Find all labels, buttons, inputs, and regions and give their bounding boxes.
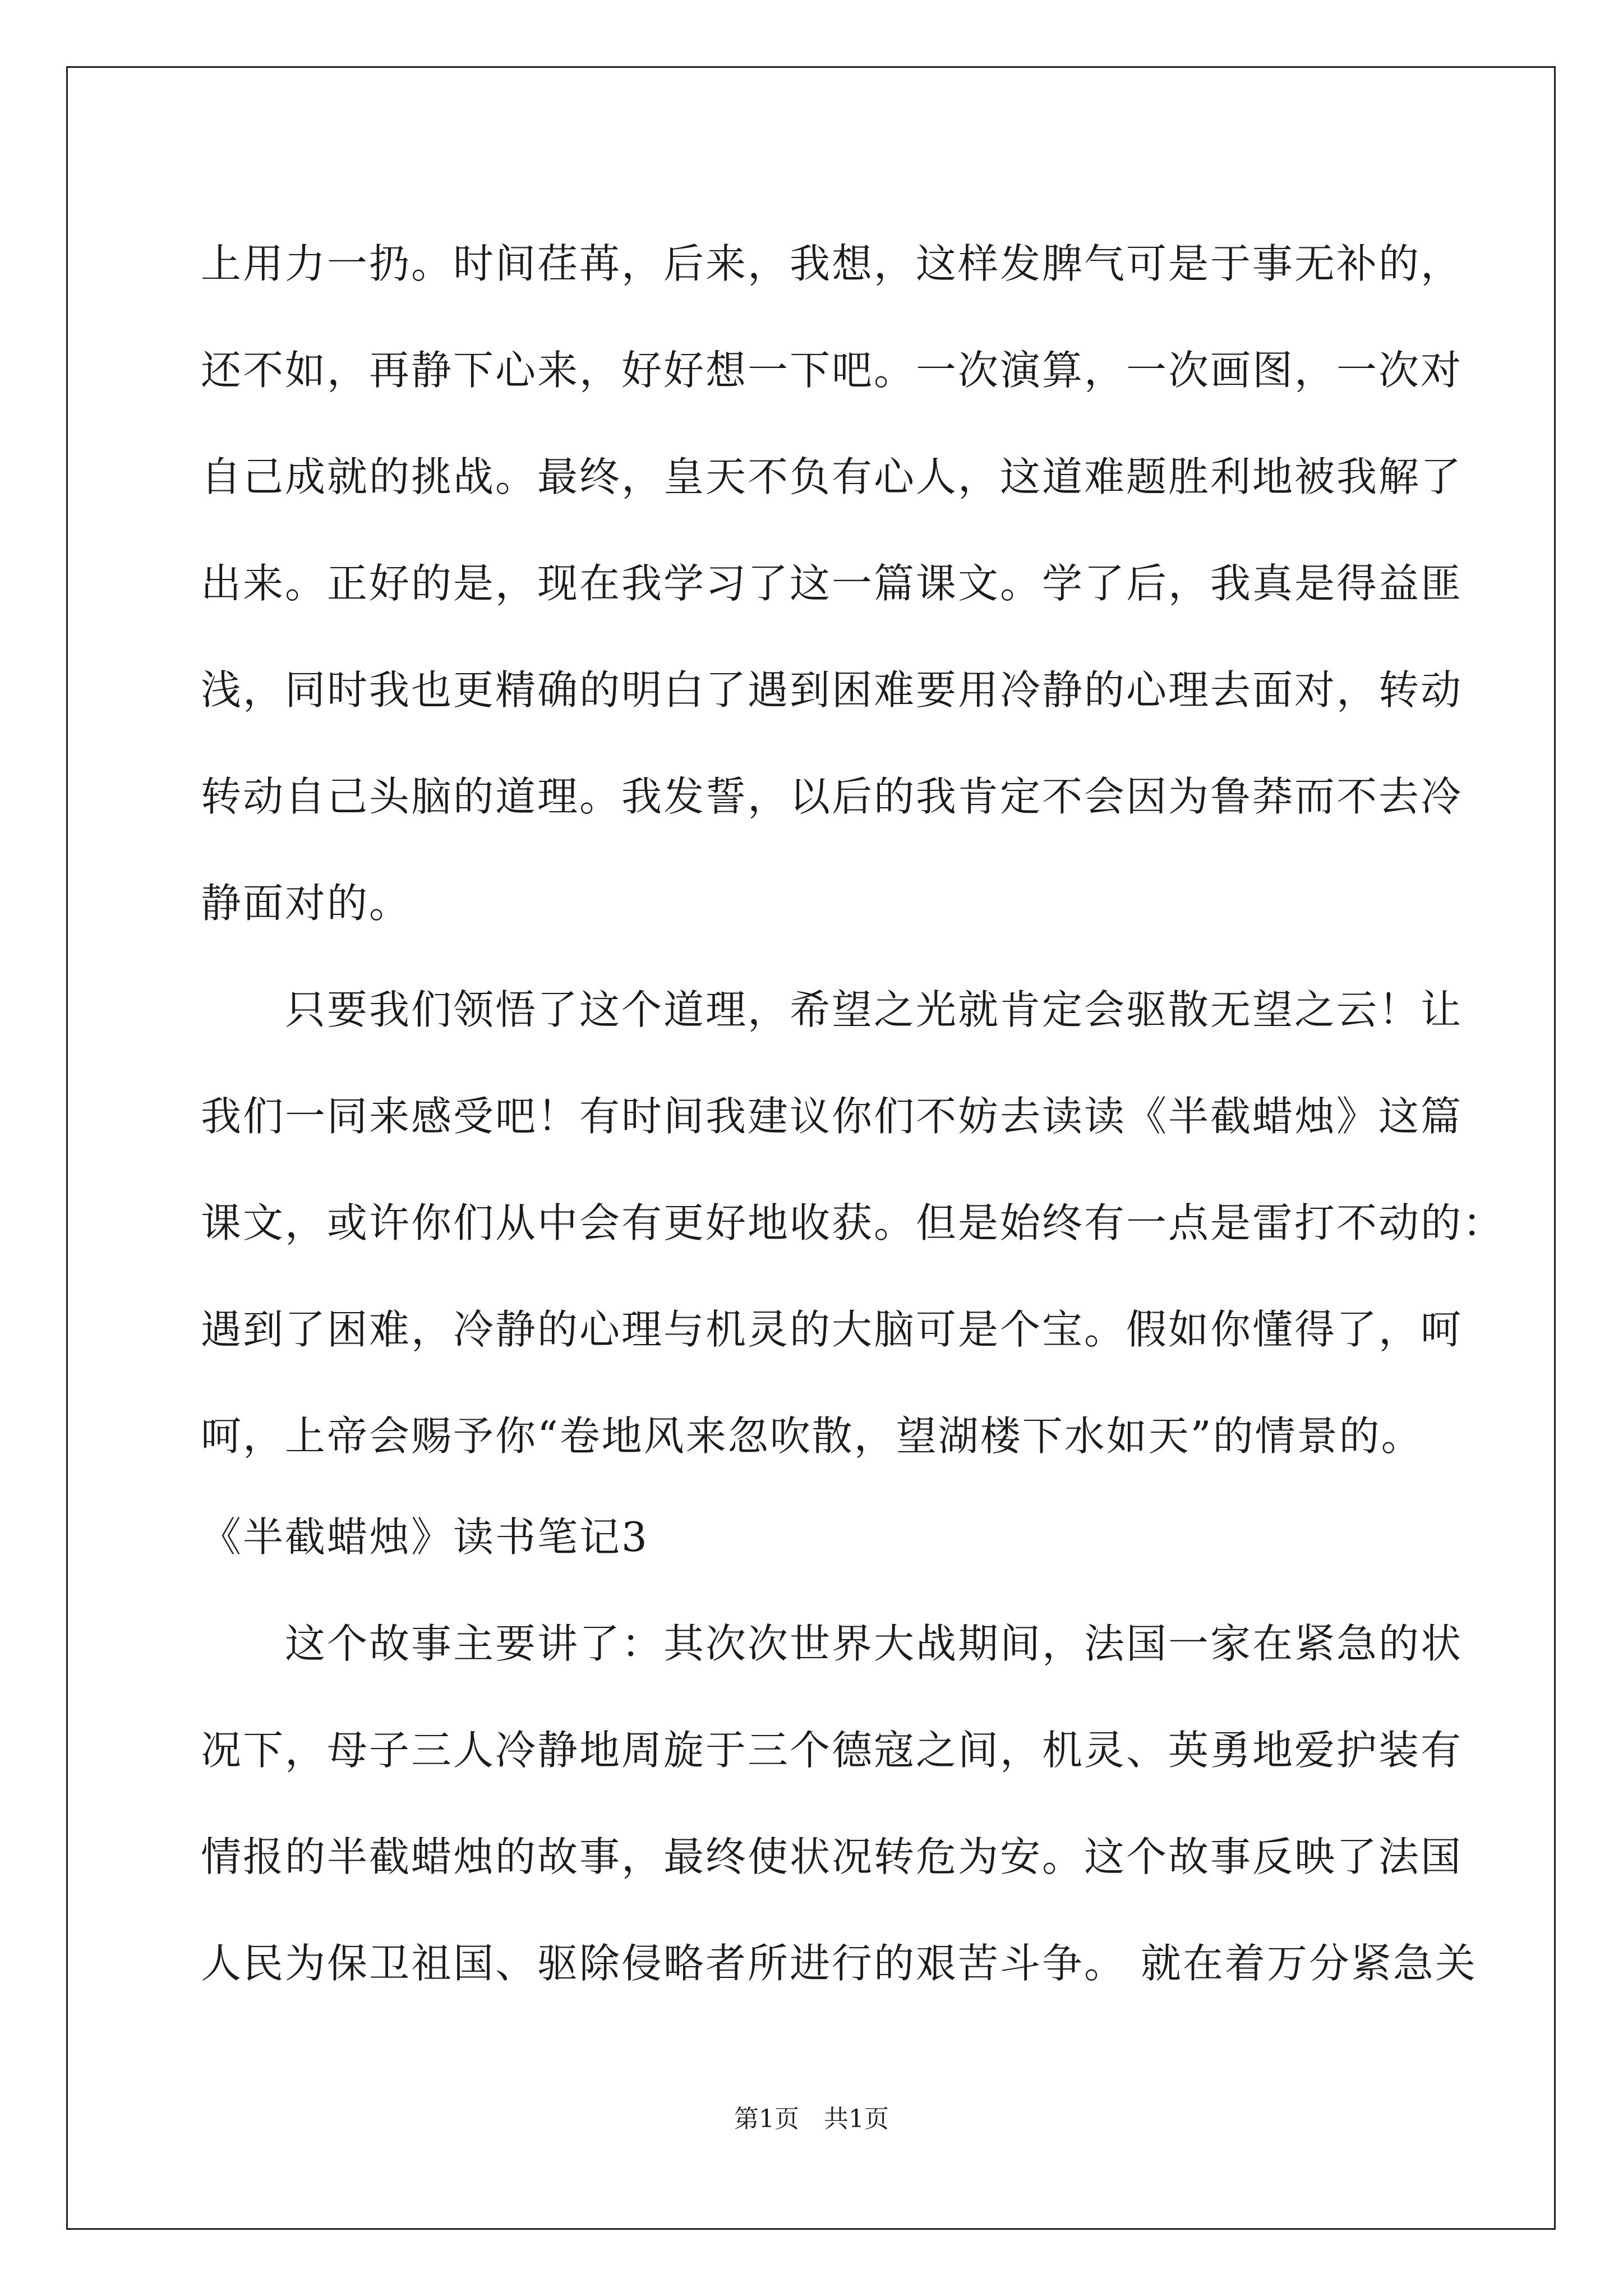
text-line: 呵，上帝会赐予你“卷地风来忽吹散，望湖楼下水如天”的情景的。 bbox=[201, 1412, 1423, 1460]
text-line: 还不如，再静下心来，好好想一下吧。一次演算，一次画图，一次对 bbox=[201, 347, 1463, 394]
text-line: 静面对的。 bbox=[201, 880, 412, 927]
text-line: 转动自己头脑的道理。我发誓，以后的我肯定不会因为鲁莽而不去冷 bbox=[201, 773, 1463, 820]
text-line: 课文，或许你们从中会有更好地收获。但是始终有一点是雷打不动的： bbox=[201, 1199, 1505, 1246]
text-line: 情报的半截蜡烛的故事，最终使状况转危为安。这个故事反映了法国 bbox=[201, 1833, 1463, 1880]
text-line: 浅，同时我也更精确的明白了遇到困难要用冷静的心理去面对，转动 bbox=[201, 666, 1463, 714]
text-line: 遇到了困难，冷静的心理与机灵的大脑可是个宝。假如你懂得了，呵 bbox=[201, 1306, 1463, 1353]
text-line: 人民为保卫祖国、驱除侵略者所进行的艰苦斗争。 就在着万分紧急关 bbox=[201, 1940, 1477, 1987]
page-footer: 第1页 共1页 bbox=[734, 2105, 889, 2133]
section-heading: 《半截蜡烛》读书笔记3 bbox=[201, 1513, 649, 1561]
text-line: 我们一同来感受吧！有时间我建议你们不妨去读读《半截蜡烛》这篇 bbox=[201, 1093, 1463, 1140]
text-line: 上用力一扔。时间荏苒，后来，我想，这样发脾气可是于事无补的， bbox=[201, 240, 1463, 287]
text-line: 出来。正好的是，现在我学习了这一篇课文。学了后，我真是得益匪 bbox=[201, 560, 1463, 607]
text-line: 况下，母子三人冷静地周旋于三个德寇之间，机灵、英勇地爱护装有 bbox=[201, 1727, 1463, 1774]
paragraph-first-line: 只要我们领悟了这个道理，希望之光就肯定会驱散无望之云！让 bbox=[285, 986, 1463, 1033]
paragraph-first-line: 这个故事主要讲了：其次次世界大战期间，法国一家在紧急的状 bbox=[285, 1620, 1463, 1667]
text-line: 自己成就的挑战。最终，皇天不负有心人，这道难题胜利地被我解了 bbox=[201, 453, 1463, 500]
